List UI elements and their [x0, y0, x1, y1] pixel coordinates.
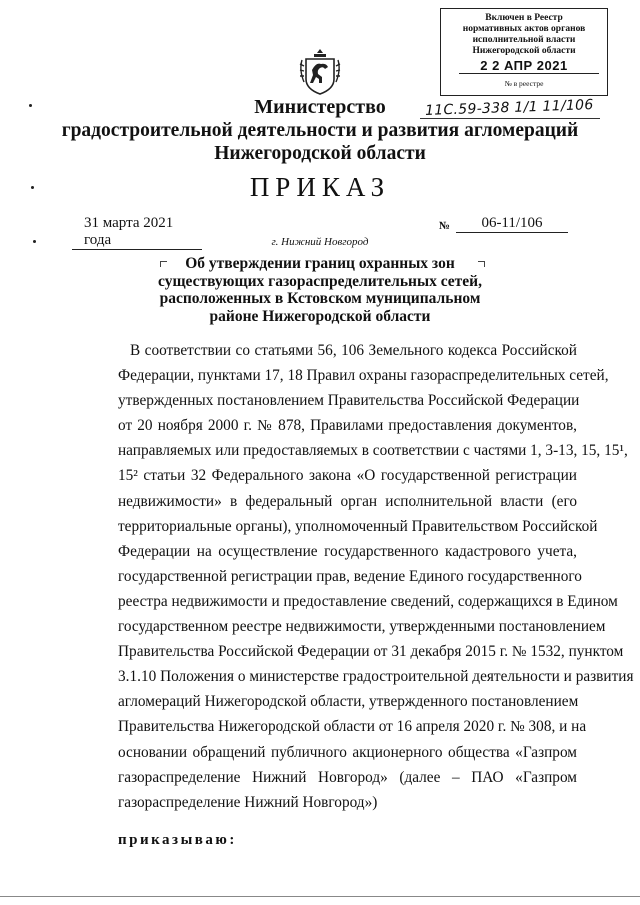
coat-of-arms-icon: [297, 48, 343, 96]
page-edge: [0, 896, 640, 897]
body-line: 3.1.10 Положения о министерстве градостроительной деятельности и развития: [118, 668, 634, 686]
body-line: основании обращений публичного акционерного общества «Газпром: [118, 743, 577, 761]
scan-mark: [33, 240, 36, 243]
stamp-registry-label: № в реестре: [504, 79, 544, 88]
subject-line-3: расположенных в Кстовском муниципальном: [159, 290, 481, 307]
order-date: 31 марта 2021 года: [72, 215, 202, 250]
body-line: агломераций Нижегородской области, утвержденного постановлением: [118, 693, 579, 711]
body-line: недвижимости» в федеральный орган исполнительной власти (его: [118, 492, 577, 510]
scan-mark: [31, 186, 34, 189]
city: г. Нижний Новгород: [271, 236, 369, 248]
body-line: территориальные органы), уполномоченный Правительством Российской: [118, 517, 598, 535]
stamp-line-4: Нижегородской области: [472, 46, 576, 56]
body-line: газораспределение Нижний Новгород»): [118, 793, 378, 811]
number-label: №: [439, 220, 451, 232]
stamp-date: 2 2 АПР 2021: [480, 58, 568, 73]
ministry-line-1: Министерство: [254, 96, 386, 118]
body-line: Федерации на осуществление государственного кадастрового учета,: [118, 542, 577, 560]
stamp-line-1: Включен в Реестр: [485, 13, 563, 23]
scan-mark: [29, 104, 32, 107]
body-line: газораспределение Нижний Новгород» (далее – ПАО «Газпром: [118, 768, 577, 786]
body-line: Правительства Российской Федерации от 31 декабря 2015 г. № 1532, пунктом: [118, 643, 624, 661]
body-line: В соответствии со статьями 56, 106 Земельного кодекса Российской: [130, 342, 577, 359]
body-line: Федерации, пунктами 17, 18 Правил охраны газораспределительных сетей,: [118, 367, 609, 385]
handwritten-registry-number: 11С.59-338 1/1 11/106: [424, 97, 594, 119]
body-line: государственной регистрации прав, ведение Единого государственного: [118, 567, 582, 585]
subject-line-2: существующих газораспределительных сетей,: [158, 272, 482, 290]
stamp-divider: [459, 73, 599, 74]
body-line: Правительства Нижегородской области от 16 апреля 2020 г. № 308, и на: [118, 718, 587, 736]
body-line: утвержденных постановлением Правительства Российской Федерации: [118, 392, 580, 410]
registry-stamp: [440, 8, 608, 96]
body-line: направляемых или предоставляемых в соответствии с частями 1, 3-13, 15, 15¹,: [118, 442, 628, 460]
ministry-line-2: градостроительной деятельности и развития агломераций: [61, 120, 579, 141]
order-body: [118, 338, 634, 815]
body-line: государственном реестре недвижимости, утвержденными постановлением: [118, 618, 606, 636]
body-line: 15² статьи 32 Федерального закона «О государственной регистрации: [118, 467, 577, 485]
ministry-line-3: Нижегородской области: [214, 143, 426, 164]
ministry-name: [40, 96, 600, 165]
stamp-line-2: нормативных актов органов: [462, 24, 586, 34]
order-subject: [140, 255, 500, 325]
stamp-line-3: исполнительной власти: [472, 35, 576, 45]
order-number: 06-11/106: [456, 215, 568, 233]
subject-line-1: Об утверждении границ охранных зон: [185, 255, 455, 272]
document-type-title: ПРИКАЗ: [249, 172, 391, 202]
order-directive: приказываю:: [118, 832, 237, 848]
body-line: от 20 ноября 2000 г. № 878, Правилами предоставления документов,: [118, 417, 577, 435]
subject-line-4: районе Нижегородской области: [209, 307, 431, 325]
body-line: реестра недвижимости и предоставление сведений, содержащихся в Едином: [118, 592, 618, 610]
